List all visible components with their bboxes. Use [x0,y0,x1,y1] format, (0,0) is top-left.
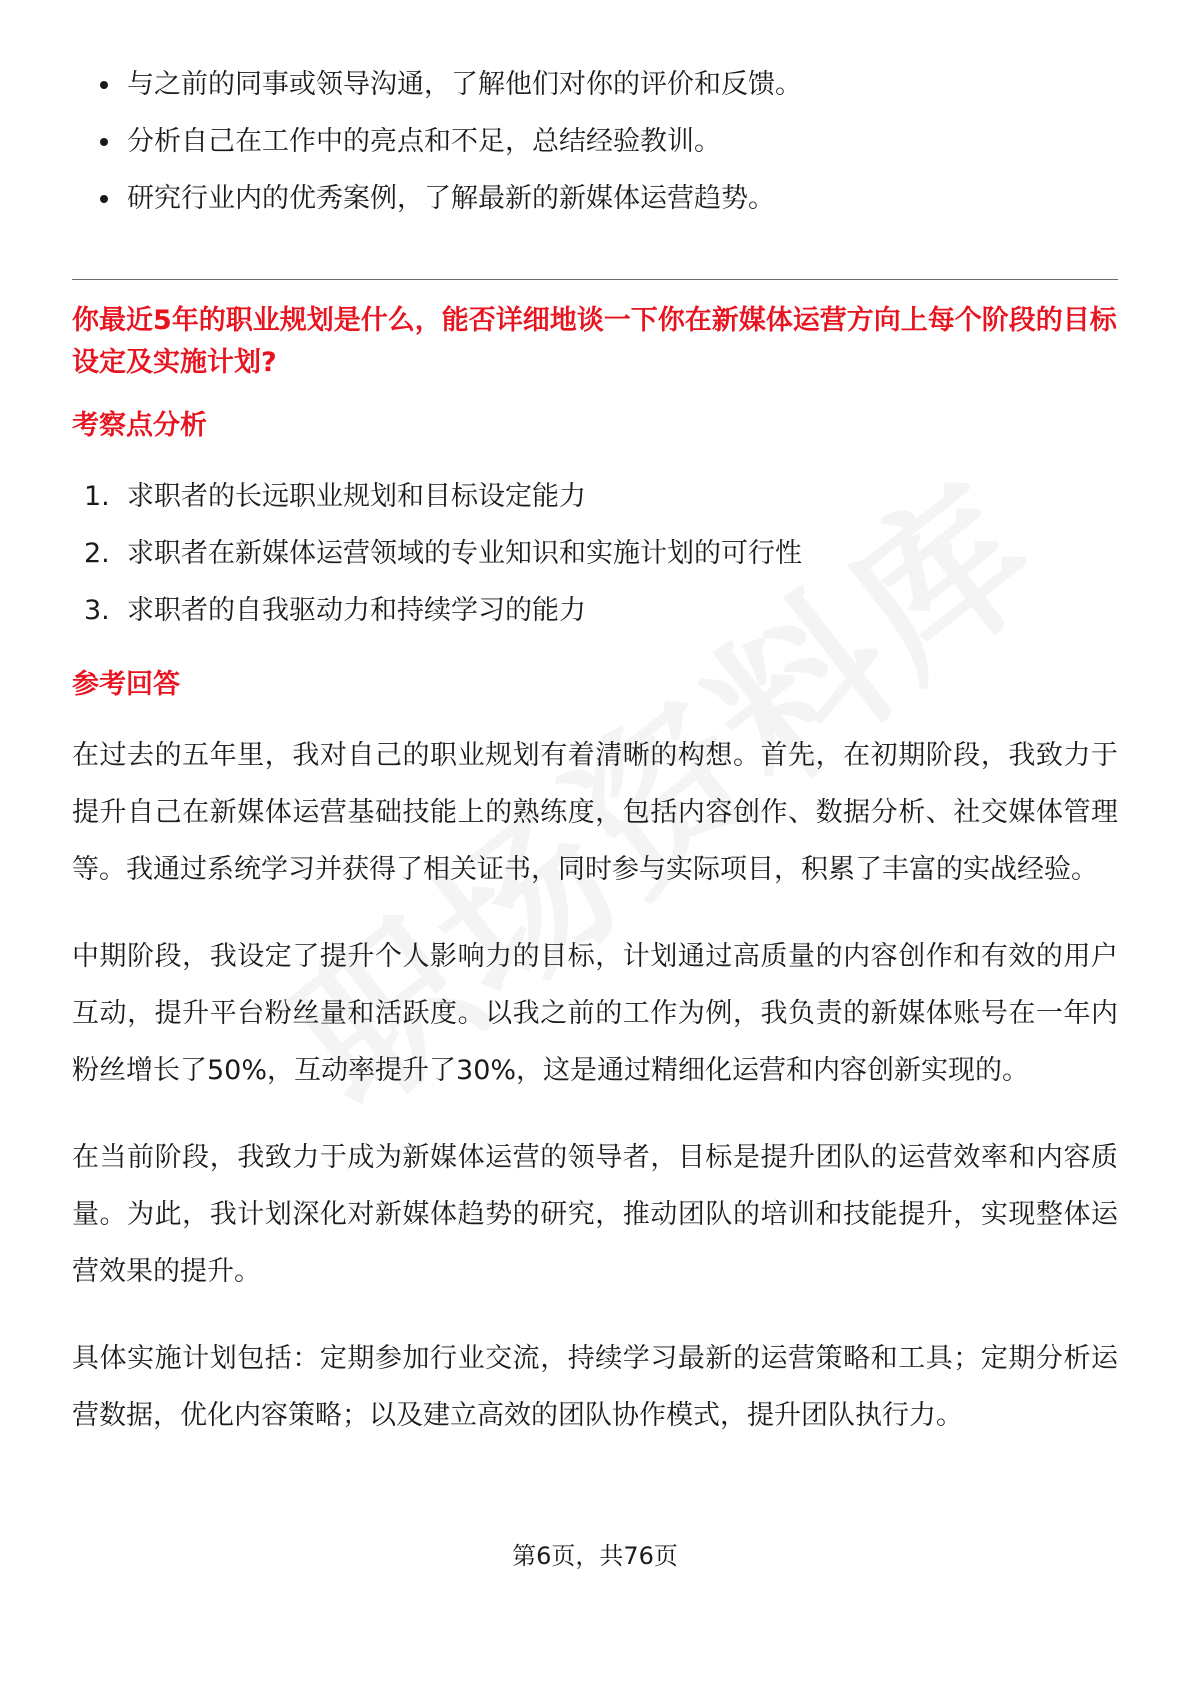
list-item [72,525,1118,582]
bullet-dot-icon [100,81,108,89]
list-item [72,582,1118,639]
list-item-text: 分析自己在工作中的亮点和不足，总结经验教训。 [127,126,721,157]
analysis-list [72,468,1118,639]
bullet-dot-icon [100,195,108,203]
list-item [72,170,1118,227]
list-item-text: 求职者的长远职业规划和目标设定能力 [127,481,586,512]
interview-question: 你最近5年的职业规划是什么，能否详细地谈一下你在新媒体运营方向上每个阶段的目标设定及实施计划? [72,305,1117,378]
list-item-text: 研究行业内的优秀案例，了解最新的新媒体运营趋势。 [127,183,775,214]
list-number: 2. [84,538,110,569]
section-divider [72,279,1118,280]
answer-paragraph: 中期阶段，我设定了提升个人影响力的目标，计划通过高质量的内容创作和有效的用户互动，提升平台粉丝量和活跃度。以我之前的工作为例，我负责的新媒体账号在一年内粉丝增长了50%，互动率提升了30%，这是通过精细化运营和内容创新实现的。 [72,941,1118,1086]
analysis-heading: 考察点分析 [72,410,207,441]
list-item [72,113,1118,170]
list-number: 3. [84,595,110,626]
answer-paragraph: 在过去的五年里，我对自己的职业规划有着清晰的构想。首先，在初期阶段，我致力于提升自己在新媒体运营基础技能上的熟练度，包括内容创作、数据分析、社交媒体管理等。我通过系统学习并获得了相关证书，同时参与实际项目，积累了丰富的实战经验。 [72,740,1118,885]
intro-bullet-list [72,56,1118,227]
document-page [72,56,1118,1444]
answer-paragraph: 具体实施计划包括：定期参加行业交流，持续学习最新的运营策略和工具；定期分析运营数据，优化内容策略；以及建立高效的团队协作模式，提升团队执行力。 [72,1343,1118,1431]
answer-paragraph: 在当前阶段，我致力于成为新媒体运营的领导者，目标是提升团队的运营效率和内容质量。为此，我计划深化对新媒体趋势的研究，推动团队的培训和技能提升，实现整体运营效果的提升。 [72,1142,1118,1287]
list-item-text: 求职者在新媒体运营领域的专业知识和实施计划的可行性 [127,538,802,569]
bullet-dot-icon [100,138,108,146]
list-number: 1. [84,481,110,512]
list-item-text: 求职者的自我驱动力和持续学习的能力 [127,595,586,626]
list-item [72,468,1118,525]
page-number: 第6页，共76页 [512,1542,678,1570]
list-item [72,56,1118,113]
list-item-text: 与之前的同事或领导沟通，了解他们对你的评价和反馈。 [127,69,802,100]
answer-heading: 参考回答 [72,669,180,700]
